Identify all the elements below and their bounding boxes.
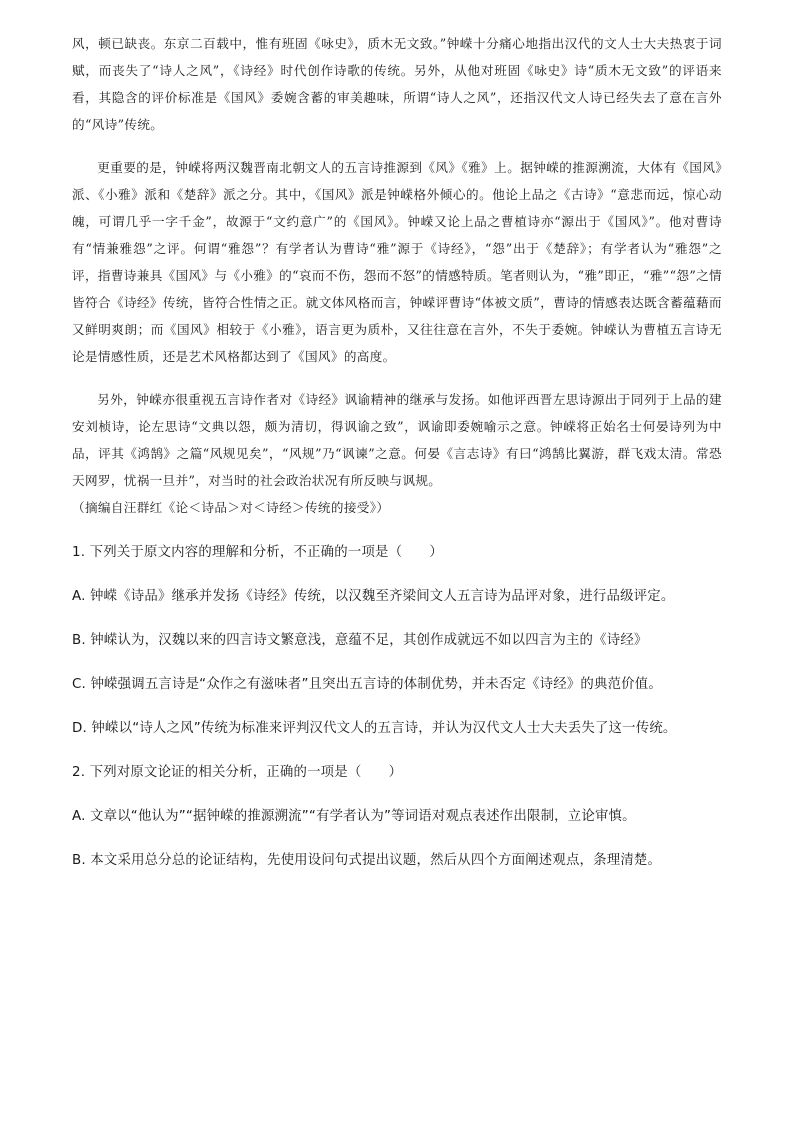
questions-section <box>72 531 722 883</box>
question-2 <box>72 751 722 883</box>
reading-passage <box>72 30 722 521</box>
paragraph-gap <box>72 138 722 154</box>
question-1-option-d: D. 钟嵘以“诗人之风”传统为标准来评判汉代文人的五言诗，并认为汉代文人士大夫丢失了这一传统。 <box>72 721 677 736</box>
question-2-option-a: A. 文章以“他认为”“据钟嵘的推源溯流”“有学者认为”等词语对观点表述作出限制，立论审慎。 <box>72 809 636 824</box>
question-1 <box>72 531 722 751</box>
question-1-option-a: A. 钟嵘《诗品》继承并发扬《诗经》传统，以汉魏至齐梁间文人五言诗为品评对象，进行品级评定。 <box>72 589 675 604</box>
question-1-option-b: B. 钟嵘认为，汉魏以来的四言诗文繁意浅，意蕴不足，其创作成就远不如以四言为主的《诗经》 <box>72 633 648 648</box>
question-2-option-b: B. 本文采用总分总的论证结构，先使用设问句式提出议题，然后从四个方面阐述观点，条理清楚。 <box>72 853 662 868</box>
passage-paragraph-3: 另外，钟嵘亦很重视五言诗作者对《诗经》讽谕精神的继承与发扬。如他评西晋左思诗源出于同列于上品的建安刘桢诗，论左思诗“文典以怨，颇为清切，得讽谕之致”，讽谕即委婉喻示之意。钟嵘将正始名士何晏诗列为中品，评其《鸿鹄》之篇“风规见矣”，“风规”乃“讽谏”之意。何晏《言志诗》有曰“鸿鹄比翼游，群飞戏太清。常恐天网罗，忧祸一旦并”，对当时的社会政治状况有所反映与讽规。 <box>72 392 722 488</box>
question-2-stem: 2. 下列对原文论证的相关分析，正确的一项是（ ） <box>72 765 403 780</box>
passage-paragraph-1: 风，顿已缺丧。东京二百载中，惟有班固《咏史》，质木无文致。”钟嵘十分痛心地指出汉代的文人士大夫热衷于词赋，而丧失了“诗人之风”，《诗经》时代创作诗歌的传统。另外，从他对班固《咏史》诗“质木无文致”的评语来看，其隐含的评价标准是《国风》委婉含蓄的审美趣味，所谓“诗人之风”，还指汉代文人诗已经失去了意在言外的“风诗”传统。 <box>72 36 722 132</box>
passage-paragraph-2: 更重要的是，钟嵘将两汉魏晋南北朝文人的五言诗推源到《风》《雅》上。据钟嵘的推源溯流，大体有《国风》派、《小雅》派和《楚辞》派之分。其中，《国风》派是钟嵘格外倾心的。他论上品之《古诗》“意悲而远，惊心动魄，可谓几乎一字千金”，故源于“文约意广”的《国风》。钟嵘又论上品之曹植诗亦“源出于《国风》”。他对曹诗有“情兼雅怨”之评。何谓“雅怨”？有学者认为曹诗“雅”源于《诗经》，“怨”出于《楚辞》；有学者认为“雅怨”之评，指曹诗兼具《国风》与《小雅》的“哀而不伤，怨而不怒”的情感特质。笔者则认为，“雅”即正，“雅”“怨”之情皆符合《诗经》传统，皆符合性情之正。就文体风格而言，钟嵘评曹诗“体被文质”，曹诗的情感表达既含蓄蕴藉而又鲜明爽朗；而《国风》相较于《小雅》，语言更为质朴，又往往意在言外，不失于委婉。钟嵘认为曹植五言诗无论是情感性质，还是艺术风格都达到了《国风》的高度。 <box>72 160 722 364</box>
question-1-option-c: C. 钟嵘强调五言诗是“众作之有滋味者”且突出五言诗的体制优势，并未否定《诗经》的典范价值。 <box>72 677 662 692</box>
question-1-stem: 1. 下列关于原文内容的理解和分析，不正确的一项是（ ） <box>72 545 443 560</box>
source-citation: （摘编自汪群红《论＜诗品＞对＜诗经＞传统的接受》） <box>72 500 390 515</box>
document-page <box>72 30 722 883</box>
paragraph-gap <box>72 370 722 386</box>
